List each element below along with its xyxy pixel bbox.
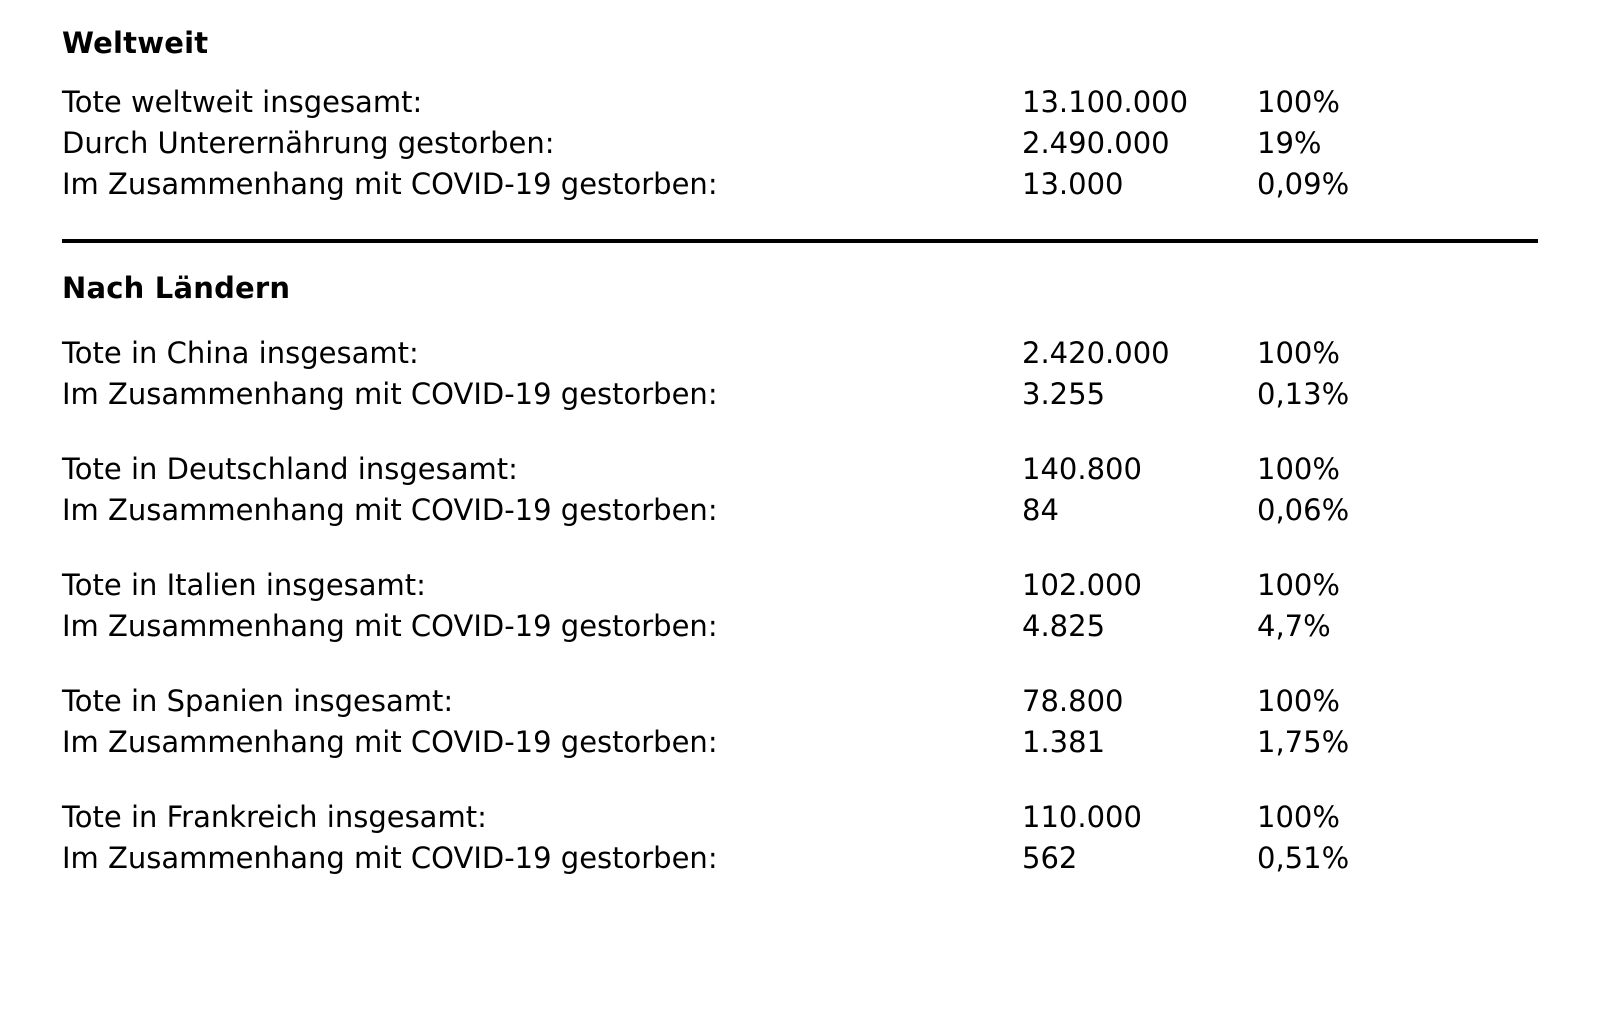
row-percent: 0,09% (1257, 167, 1350, 201)
row-label: Tote in Deutschland insgesamt: (62, 452, 518, 486)
table-row (62, 82, 1538, 123)
table-row (62, 565, 1538, 606)
row-label: Im Zusammenhang mit COVID-19 gestorben: (62, 493, 718, 527)
table-row (62, 606, 1538, 647)
row-value: 13.100.000 (1022, 85, 1189, 119)
row-value: 3.255 (1022, 377, 1106, 411)
row-label: Tote in China insgesamt: (62, 336, 419, 370)
row-percent: 100% (1257, 85, 1340, 119)
row-value: 4.825 (1022, 609, 1106, 643)
row-label: Durch Unterernährung gestorben: (62, 126, 555, 160)
row-percent: 100% (1257, 568, 1340, 602)
row-percent: 100% (1257, 684, 1340, 718)
row-value: 1.381 (1022, 725, 1106, 759)
table-row (62, 838, 1538, 879)
country-group-italien (62, 565, 1538, 647)
row-label: Tote in Frankreich insgesamt: (62, 800, 487, 834)
global-stats-table (62, 82, 1538, 205)
row-percent: 1,75% (1257, 725, 1350, 759)
row-label: Tote weltweit insgesamt: (62, 85, 423, 119)
row-value: 110.000 (1022, 800, 1142, 834)
table-row (62, 449, 1538, 490)
row-value: 2.490.000 (1022, 126, 1170, 160)
row-percent: 100% (1257, 800, 1340, 834)
country-group-frankreich (62, 797, 1538, 879)
row-label: Im Zusammenhang mit COVID-19 gestorben: (62, 609, 718, 643)
table-row (62, 123, 1538, 164)
country-group-china (62, 333, 1538, 415)
table-row (62, 333, 1538, 374)
row-value: 140.800 (1022, 452, 1142, 486)
row-value: 78.800 (1022, 684, 1124, 718)
row-percent: 0,06% (1257, 493, 1350, 527)
row-percent: 0,51% (1257, 841, 1350, 875)
table-row (62, 797, 1538, 838)
table-row (62, 681, 1538, 722)
row-percent: 19% (1257, 126, 1322, 160)
section-heading-weltweit: Weltweit (62, 26, 209, 60)
country-group-spanien (62, 681, 1538, 763)
row-value: 102.000 (1022, 568, 1142, 602)
table-row (62, 722, 1538, 763)
row-percent: 100% (1257, 452, 1340, 486)
row-label: Im Zusammenhang mit COVID-19 gestorben: (62, 725, 718, 759)
table-row (62, 164, 1538, 205)
row-label: Im Zusammenhang mit COVID-19 gestorben: (62, 841, 718, 875)
row-label: Im Zusammenhang mit COVID-19 gestorben: (62, 377, 718, 411)
row-value: 13.000 (1022, 167, 1124, 201)
row-label: Im Zusammenhang mit COVID-19 gestorben: (62, 167, 718, 201)
section-heading-nach-laendern: Nach Ländern (62, 271, 291, 305)
row-percent: 100% (1257, 336, 1340, 370)
row-value: 84 (1022, 493, 1059, 527)
section-divider (62, 239, 1538, 243)
row-label: Tote in Spanien insgesamt: (62, 684, 454, 718)
table-row (62, 490, 1538, 531)
row-percent: 4,7% (1257, 609, 1331, 643)
country-group-deutschland (62, 449, 1538, 531)
row-label: Tote in Italien insgesamt: (62, 568, 426, 602)
row-value: 2.420.000 (1022, 336, 1170, 370)
table-row (62, 374, 1538, 415)
row-value: 562 (1022, 841, 1078, 875)
row-percent: 0,13% (1257, 377, 1350, 411)
